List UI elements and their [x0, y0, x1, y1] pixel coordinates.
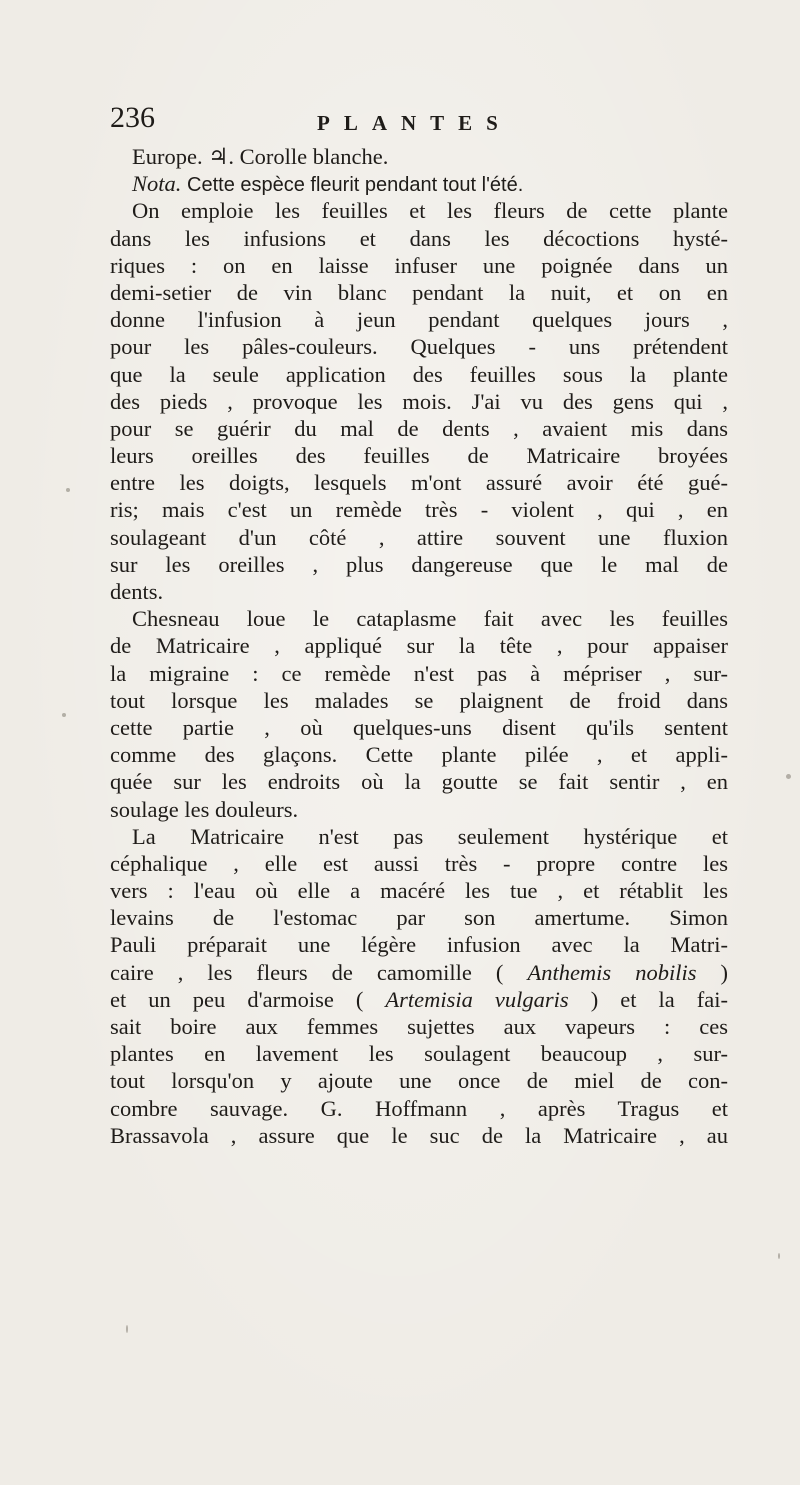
- text-line: soulageant d'un côté , attire souvent une fluxion: [110, 524, 728, 550]
- text-fragment: caire , les fleurs de camomille (: [110, 959, 504, 985]
- text-line: Europe. ♃. Corolle blanche.: [132, 144, 389, 169]
- text-line: combre sauvage. G. Hoffmann , après Tragus et: [110, 1095, 728, 1121]
- text-fragment: ): [720, 959, 729, 985]
- paper-speck: [126, 1325, 128, 1333]
- text-line: tout lorsqu'on y ajoute une once de miel de con-: [110, 1068, 728, 1094]
- text-line: entre les doigts, lesquels m'ont assuré avoir été gué-: [110, 470, 728, 496]
- text-line: [110, 986, 728, 1013]
- latin-name: Anthemis nobilis: [527, 959, 697, 985]
- text-line: que la seule application des feuilles sous la plante: [110, 361, 728, 387]
- text-line: [110, 959, 728, 986]
- body-text: [110, 143, 728, 1149]
- nota-label: Nota.: [132, 171, 182, 197]
- running-head: PLANTES: [317, 111, 512, 135]
- paper-speck: [66, 488, 70, 492]
- text-line: leurs oreilles des feuilles de Matricaire broyées: [110, 443, 728, 469]
- text-line: donne l'infusion à jeun pendant quelques jours ,: [110, 307, 728, 333]
- text-line: sur les oreilles , plus dangereuse que le mal de: [110, 551, 728, 577]
- text-fragment: et un peu d'armoise (: [110, 986, 364, 1012]
- latin-name: Artemisia vulgaris: [385, 986, 569, 1012]
- text-line: Brassavola , assure que le suc de la Matricaire , au: [110, 1122, 728, 1148]
- text-line: levains de l'estomac par son amertume. Simon: [110, 905, 728, 931]
- text-line: On emploie les feuilles et les fleurs de cette plante: [132, 198, 728, 224]
- text-line: pour se guérir du mal de dents , avaient mis dans: [110, 415, 728, 441]
- text-line: plantes en lavement les soulagent beaucoup , sur-: [110, 1041, 728, 1067]
- text-line: cette partie , où quelques-uns disent qu'ils sentent: [110, 714, 728, 740]
- nota-line: [110, 170, 728, 197]
- text-line: Pauli préparait une légère infusion avec la Matri-: [110, 932, 728, 958]
- text-fragment: ) et la fai-: [590, 986, 728, 1012]
- page-header: [110, 101, 730, 141]
- text-line: comme des glaçons. Cette plante pilée , et appli-: [110, 742, 728, 768]
- text-line: vers : l'eau où elle a macéré les tue , et rétablit les: [110, 878, 728, 904]
- text-line: sait boire aux femmes sujettes aux vapeurs : ces: [110, 1014, 728, 1039]
- text-line: des pieds , provoque les mois. J'ai vu des gens qui ,: [110, 388, 728, 414]
- page-number: 236: [110, 101, 155, 134]
- text-line: demi-setier de vin blanc pendant la nuit, et on en: [110, 279, 728, 305]
- text-line: La Matricaire n'est pas seulement hystérique et: [132, 823, 728, 849]
- text-line: soulage les douleurs.: [110, 796, 299, 822]
- text-line: pour les pâles-couleurs. Quelques - uns prétendent: [110, 334, 728, 360]
- text-line: tout lorsque les malades se plaignent de froid dans: [110, 687, 728, 713]
- text-line: Chesneau loue le cataplasme fait avec les feuilles: [132, 606, 728, 632]
- text-line: dents.: [110, 579, 164, 604]
- text-line: quée sur les endroits où la goutte se fait sentir , en: [110, 769, 728, 795]
- nota-text: Cette espèce fleurit pendant tout l'été.: [187, 174, 524, 197]
- paper-speck: [778, 1253, 780, 1259]
- text-line: ris; mais c'est un remède très - violent , qui , en: [110, 497, 728, 523]
- text-line: céphalique , elle est aussi très - propre contre les: [110, 850, 728, 876]
- text-line: riques : on en laisse infuser une poignée dans un: [110, 252, 728, 278]
- text-line: de Matricaire , appliqué sur la tête , pour appaiser: [110, 633, 728, 659]
- paper-speck: [62, 713, 66, 717]
- text-line: la migraine : ce remède n'est pas à mépriser , sur-: [110, 660, 728, 686]
- text-line: dans les infusions et dans les décoctions hysté-: [110, 225, 728, 251]
- paper-speck: [786, 774, 791, 779]
